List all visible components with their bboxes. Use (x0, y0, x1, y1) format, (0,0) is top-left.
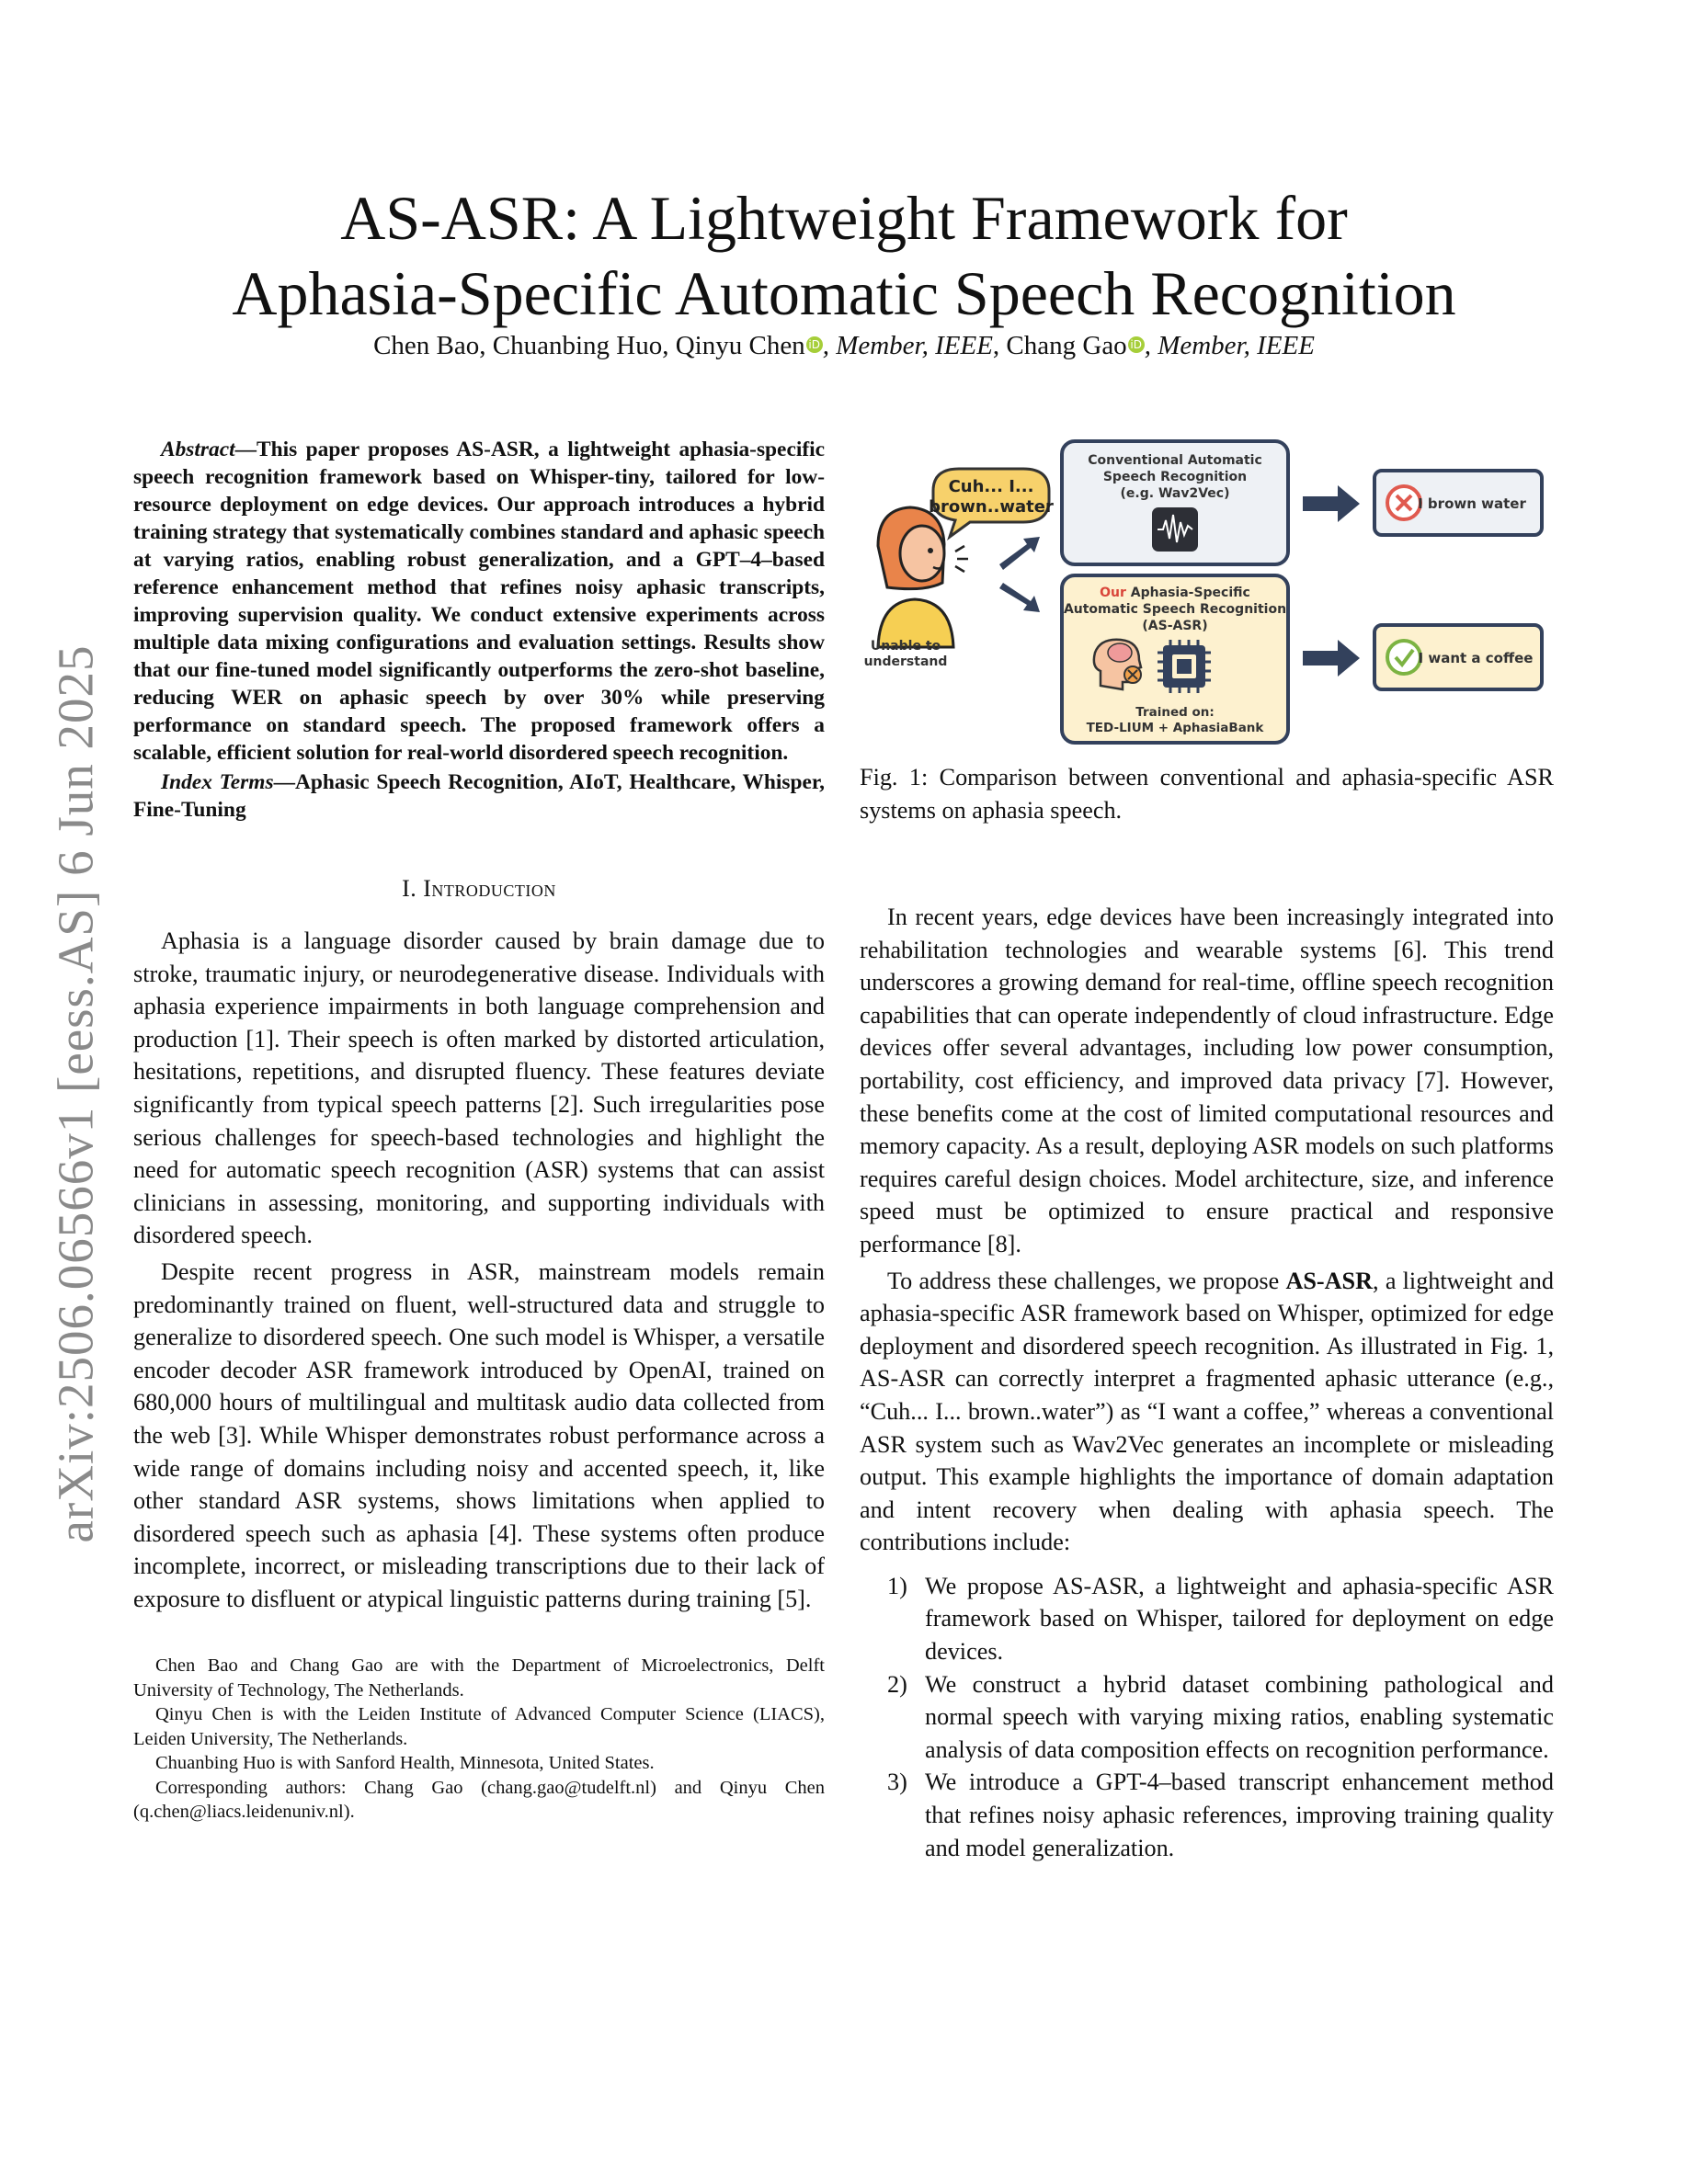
brain-head-icon (1094, 640, 1141, 689)
paper-title (0, 180, 1688, 331)
ours-title-2: Automatic Speech Recognition (1063, 602, 1287, 617)
list-item (860, 1668, 1554, 1767)
mouth-shape (933, 567, 942, 569)
trained-on-datasets: TED-LIUM + AphasiaBank (1086, 721, 1264, 735)
abstract-text: —This paper proposes AS-ASR, a lightweight aphasia-specific speech recognition framework based on Whisper-tiny, tailored for low-resource deployment on edge devices. Our approach introduces a hybrid training strategy that systematically combines standard and aphasic speech at varying ratios, enabling robust generalization, and a GPT–4–based reference enhancement method that refines noisy aphasic transcripts, improving supervision quality. We conduct extensive experiments across multiple data mixing configurations and evaluation settings. Results show that our fine-tuned model significantly outperforms the zero-shot baseline, reducing WER on aphasic speech by over 30% while preserving performance on standard speech. The proposed framework offers a scalable, efficient solution for real-world disordered speech recognition. (133, 438, 825, 765)
orcid-icon[interactable]: iD (806, 336, 823, 353)
section-heading-introduction (133, 875, 825, 903)
footnote: Corresponding authors: Chang Gao (chang.gao@tudelft.nl) and Qinyu Chen (q.chen@liacs.leidenuniv.nl). (133, 1777, 825, 1823)
correct-output-text: I want a coffee (1418, 650, 1534, 666)
figure-1-diagram (860, 436, 1554, 748)
trained-on-label: Trained on: (1135, 705, 1215, 720)
chip-icon (1158, 640, 1211, 693)
right-paragraph-2 (860, 1265, 1554, 1559)
index-terms-text: —Aphasic Speech Recognition, AIoT, Healthcare, Whisper, Fine-Tuning (133, 770, 826, 822)
title-line-2: Aphasia-Specific Automatic Speech Recognition (232, 257, 1456, 328)
ours-title-3: (AS-ASR) (1142, 619, 1208, 633)
wrong-output-box (1374, 471, 1542, 535)
list-number: 3) (887, 1769, 907, 1796)
list-text: We construct a hybrid dataset combining pathological and normal speech with varying mixing ratios, enabling systematic analysis of data composition effects on recognition performance. (925, 1670, 1554, 1763)
p2-rest: , a lightweight and aphasia-specific ASR framework based on Whisper, optimized for edge deployment and disordered speech recognition. As illustrated in Fig. 1, AS-ASR can correctly interpret a fragmented aphasic utterance (e.g., “Cuh... I... brown..water”) as “I want a coffee,” whereas a conventional ASR system such as Wav2Vec generates an incomplete or misleading output. This example highlights the importance of domain adaptation and intent recovery when dealing with aphasia speech. The contributions include: (860, 1267, 1554, 1556)
arrow-right-icon (1303, 640, 1360, 677)
wrong-output-text: I brown water (1418, 495, 1526, 512)
figure-1 (860, 436, 1554, 826)
figure-column (860, 436, 1554, 826)
list-item (860, 1570, 1554, 1668)
speech-bubble-text-1: Cuh... I... (948, 477, 1034, 496)
member-ieee-2: , Member, IEEE (1144, 331, 1315, 360)
person-label-2: understand (863, 654, 948, 669)
footnotes (133, 1654, 825, 1825)
conventional-asr-box (1062, 441, 1288, 564)
list-item (860, 1766, 1554, 1864)
arrow-right-icon (1303, 485, 1360, 522)
as-asr-bold: AS-ASR (1285, 1267, 1374, 1294)
arrow-icons-right (1303, 485, 1360, 677)
list-number: 2) (887, 1670, 907, 1698)
authors-part-2: , Chang Gao (992, 331, 1127, 360)
eye-shape (928, 548, 933, 553)
list-text: We introduce a GPT-4–based transcript enhancement method that refines noisy aphasic references, improving training quality and model generalization. (925, 1769, 1554, 1861)
conv-title-1: Conventional Automatic (1088, 453, 1262, 468)
aphasia-asr-box (1062, 575, 1288, 743)
index-terms-label: Index Terms (161, 770, 274, 794)
section-number: I. (402, 875, 417, 902)
index-terms (133, 768, 825, 824)
section-title: Introduction (423, 875, 556, 902)
conv-title-2: Speech Recognition (1102, 470, 1248, 484)
list-text: We propose AS-ASR, a lightweight and aphasia-specific ASR framework based on Whisper, tailored for deployment on edge devices. (925, 1572, 1554, 1666)
check-icon (1387, 641, 1420, 674)
title-line-1: AS-ASR: A Lightweight Framework for (340, 182, 1348, 253)
face-shape (900, 526, 944, 581)
member-ieee-1: , Member, IEEE (822, 331, 993, 360)
correct-output-box (1374, 625, 1542, 689)
right-column-body (860, 901, 1554, 1864)
speech-bubble-text-2: brown..water (929, 497, 1054, 517)
p2-start: To address these challenges, we propose (887, 1267, 1286, 1294)
abstract (133, 436, 825, 767)
arxiv-sidebar (48, 597, 103, 1590)
ours-title-1 (1100, 586, 1250, 600)
footnote: Chuanbing Huo is with Sanford Health, Minnesota, United States. (155, 1753, 655, 1774)
author-line (0, 331, 1688, 361)
abstract-label: Abstract (161, 438, 235, 461)
ours-prefix: Our (1100, 586, 1126, 600)
left-column (133, 436, 825, 1825)
footnote: Qinyu Chen is with the Leiden Institute of Advanced Computer Science (LIACS), Leiden University, The Netherlands. (133, 1704, 825, 1749)
orcid-icon[interactable]: iD (1128, 336, 1145, 353)
list-number: 1) (887, 1572, 907, 1599)
speech-bubble (929, 469, 1054, 537)
intro-paragraph-1: Aphasia is a language disorder caused by brain damage due to stroke, traumatic injury, or neurodegenerative disease. Individuals with aphasia experience impairments in both language comprehension and production [1]. Their speech is often marked by distorted articulation, hesitations, repetitions, and disrupted fluency. These features deviate significantly from typical speech patterns [2]. Such irregularities pose serious challenges for speech-based technologies and highlight the need for automatic speech recognition (ASR) systems that can assist clinicians in assessing, monitoring, and supporting individuals with disordered speech. (133, 927, 825, 1249)
authors-part-1: Chen Bao, Chuanbing Huo, Qinyu Chen (373, 331, 805, 360)
ours-title-1-rest: Aphasia-Specific (1125, 586, 1250, 600)
right-paragraph-1: In recent years, edge devices have been increasingly integrated into rehabilitation technologies and wearable systems [6]. This trend underscores a growing demand for real-time, offline speech recognition capabilities that can operate independently of cloud infrastructure. Edge devices offer several advantages, including low power consumption, portability, cost efficiency, and improved data privacy [7]. However, these benefits come at the cost of limited computational resources and memory capacity. As a result, deploying ASR models on such platforms requires careful design choices. Model architecture, size, and inference speed must be optimized to ensure practical and responsive performance [8]. (860, 904, 1554, 1257)
figure-1-caption: Fig. 1: Comparison between conventional and aphasia-specific ASR systems on aphasia speech. (860, 764, 1554, 824)
contributions-list (860, 1570, 1554, 1864)
arxiv-id: arXiv:2506.06566v1 [eess.AS] 6 Jun 2025 (47, 644, 104, 1543)
person-label-1: Unable to (870, 639, 941, 654)
footnote: Chen Bao and Chang Gao are with the Department of Microelectronics, Delft University of Technology, The Netherlands. (133, 1655, 825, 1701)
arrow-icons-left (999, 537, 1040, 612)
sound-lines-icon (955, 546, 968, 572)
conv-title-3: (e.g. Wav2Vec) (1120, 486, 1230, 501)
arrow-down-right-icon (999, 583, 1040, 612)
intro-paragraph-2: Despite recent progress in ASR, mainstream models remain predominantly trained on fluent, well-structured data and struggle to generalize to disordered speech. One such model is Whisper, a versatile encoder decoder ASR framework introduced by OpenAI, trained on 680,000 hours of multilingual and multitask audio data collected from the web [3]. While Whisper demonstrates robust performance across a wide range of domains including noisy and accented speech, it, like other standard ASR systems, shows limitations when applied to disordered speech such as aphasia [4]. These systems often produce incomplete, incorrect, or misleading transcriptions due to their lack of exposure to disfluent or atypical linguistic patterns during training [5]. (133, 1257, 825, 1612)
arrow-up-right-icon (999, 537, 1040, 570)
